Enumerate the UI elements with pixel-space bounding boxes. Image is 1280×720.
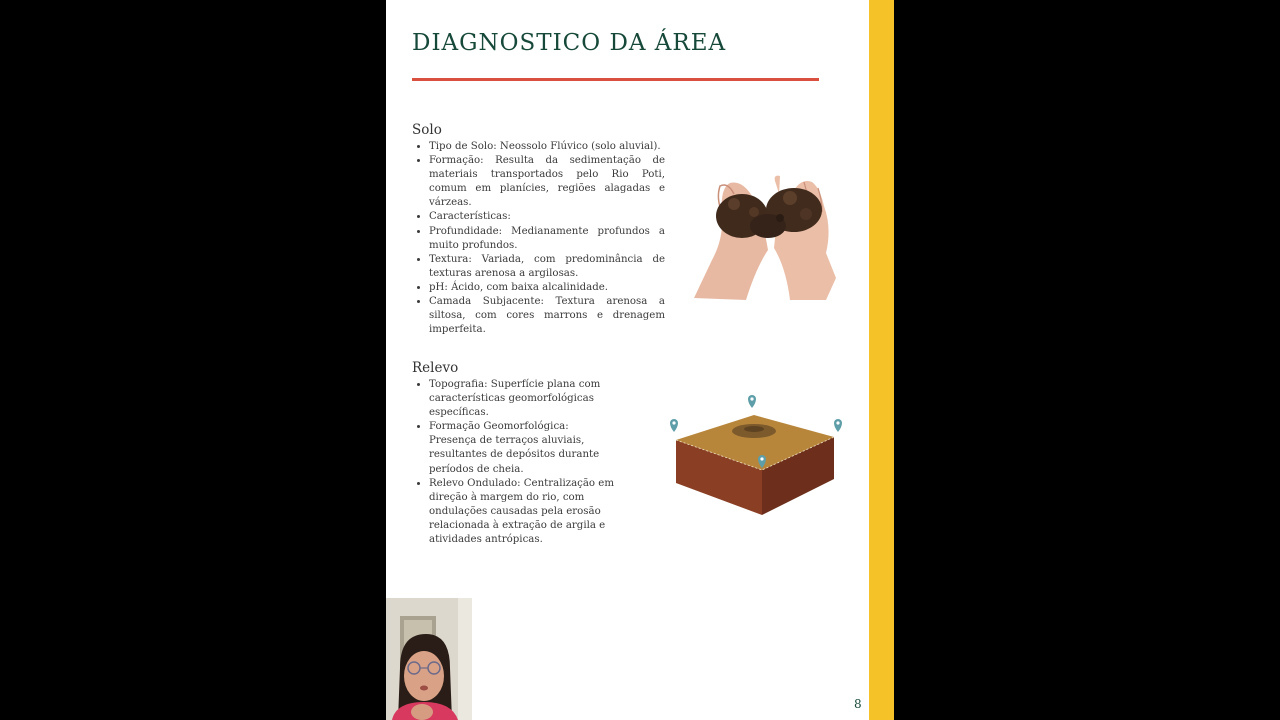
list-item: • Textura: Variada, com predominância de texturas arenosa a argilosas. xyxy=(429,253,665,281)
list-item: • Relevo Ondulado: Centralização em direção à margem do rio, com ondulações causadas pela erosão relacionada à extração de argila e atividades antrópicas. xyxy=(429,477,614,547)
list-item: • Formação Geomorfológica: Presença de terraços aluviais, resultantes de depósitos durante períodos de cheia. xyxy=(429,420,614,476)
terrain-block-image xyxy=(662,395,848,517)
list-item: • Características: xyxy=(429,210,665,224)
list-item: • Formação: Resulta da sedimentação de materiais transportados pelo Rio Poti, comum em planícies, regiões alagadas e várzeas. xyxy=(429,154,665,210)
relevo-list xyxy=(412,378,614,547)
presenter-webcam xyxy=(386,598,472,720)
list-item: • Topografia: Superfície plana com características geomorfológicas específicas. xyxy=(429,378,614,420)
soil-hands-image xyxy=(694,168,836,300)
title-underline xyxy=(412,78,819,81)
decorative-side-bar xyxy=(869,0,894,720)
solo-heading: Solo xyxy=(412,122,442,138)
solo-list xyxy=(412,140,665,337)
page-number: 8 xyxy=(854,697,862,711)
list-item: • Camada Subjacente: Textura arenosa a siltosa, com cores marrons e drenagem imperfeita. xyxy=(429,295,665,337)
page-title: DIAGNOSTICO DA ÁREA xyxy=(412,30,727,56)
list-item: • Profundidade: Medianamente profundos a muito profundos. xyxy=(429,225,665,253)
relevo-heading: Relevo xyxy=(412,360,459,376)
list-item: • Tipo de Solo: Neossolo Flúvico (solo aluvial). xyxy=(429,140,665,154)
list-item: • pH: Ácido, com baixa alcalinidade. xyxy=(429,281,665,295)
